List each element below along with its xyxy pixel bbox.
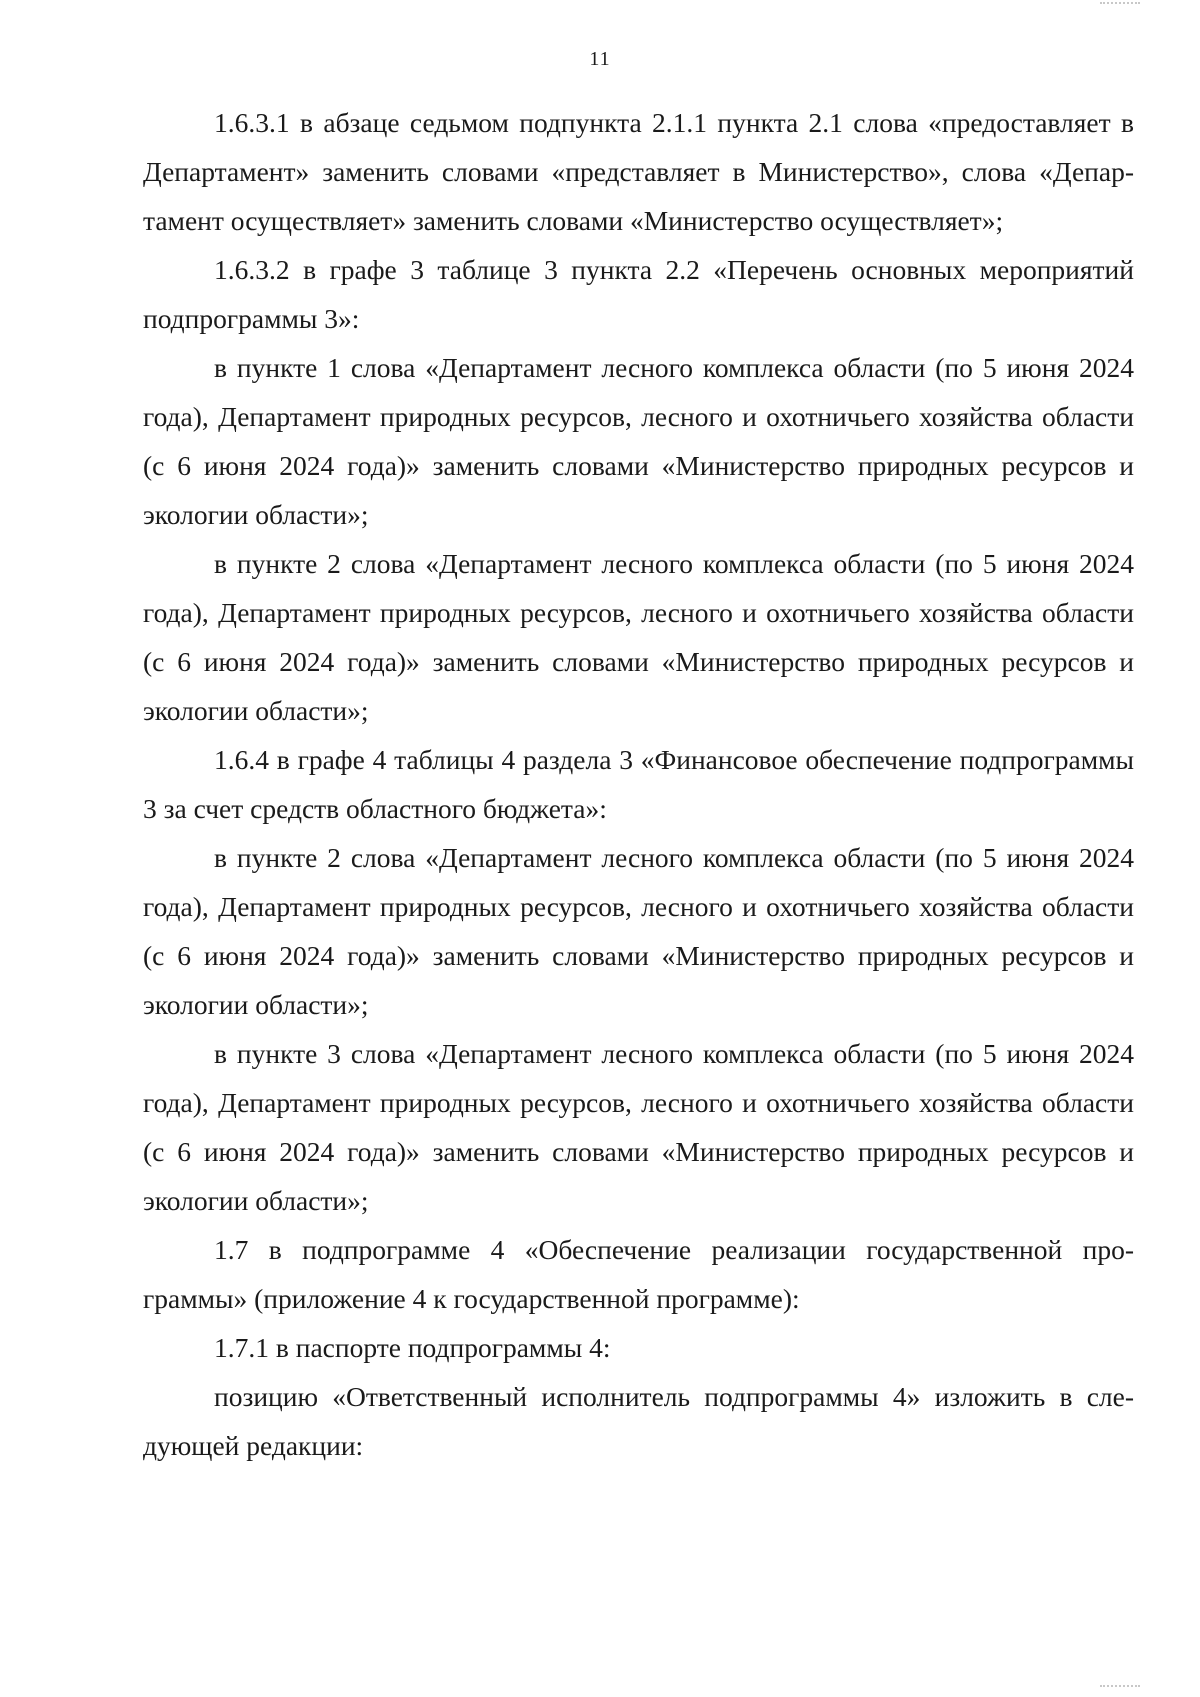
paragraph: в пункте 3 слова «Департамент лесного комплекса области (по 5 июня 2024 года), Департамент природных ресурсов, лесного и охотничьего хозяйства области (с 6 июня 2024 года)» заменить словами «Министерство природных ресурсов и экологии области»;: [143, 1038, 1134, 1216]
scan-mark: [1100, 2, 1140, 8]
paragraph: позицию «Ответственный исполнитель подпрограммы 4» изложить в следующей редакции:: [143, 1381, 1134, 1461]
page-number: 11: [589, 48, 611, 70]
paragraph: 1.6.3.1 в абзаце седьмом подпункта 2.1.1 пункта 2.1 слова «предоставляет в Департамент» заменить словами «представляет в Министерство», слова «Департамент осуществляет» заменить словами «Министерство осуществляет»;: [143, 107, 1134, 236]
scan-mark: [1100, 1685, 1140, 1691]
paragraph: 1.6.4 в графе 4 таблицы 4 раздела 3 «Финансовое обеспечение подпрограммы 3 за счет средств областного бюджета»:: [143, 744, 1134, 824]
paragraph: 1.7 в подпрограмме 4 «Обеспечение реализации государственной программы» (приложение 4 к государственной программе):: [143, 1234, 1134, 1314]
paragraph: 1.6.3.2 в графе 3 таблице 3 пункта 2.2 «Перечень основных мероприятий подпрограммы 3»:: [143, 254, 1134, 334]
paragraph: в пункте 2 слова «Департамент лесного комплекса области (по 5 июня 2024 года), Департамент природных ресурсов, лесного и охотничьего хозяйства области (с 6 июня 2024 года)» заменить словами «Министерство природных ресурсов и экологии области»;: [143, 548, 1134, 726]
paragraph: 1.7.1 в паспорте подпрограммы 4:: [214, 1332, 611, 1363]
paragraph: в пункте 1 слова «Департамент лесного комплекса области (по 5 июня 2024 года), Департамент природных ресурсов, лесного и охотничьего хозяйства области (с 6 июня 2024 года)» заменить словами «Министерство природных ресурсов и экологии области»;: [143, 352, 1134, 530]
document-body: [143, 98, 1134, 1470]
paragraph: в пункте 2 слова «Департамент лесного комплекса области (по 5 июня 2024 года), Департамент природных ресурсов, лесного и охотничьего хозяйства области (с 6 июня 2024 года)» заменить словами «Министерство природных ресурсов и экологии области»;: [143, 842, 1134, 1020]
